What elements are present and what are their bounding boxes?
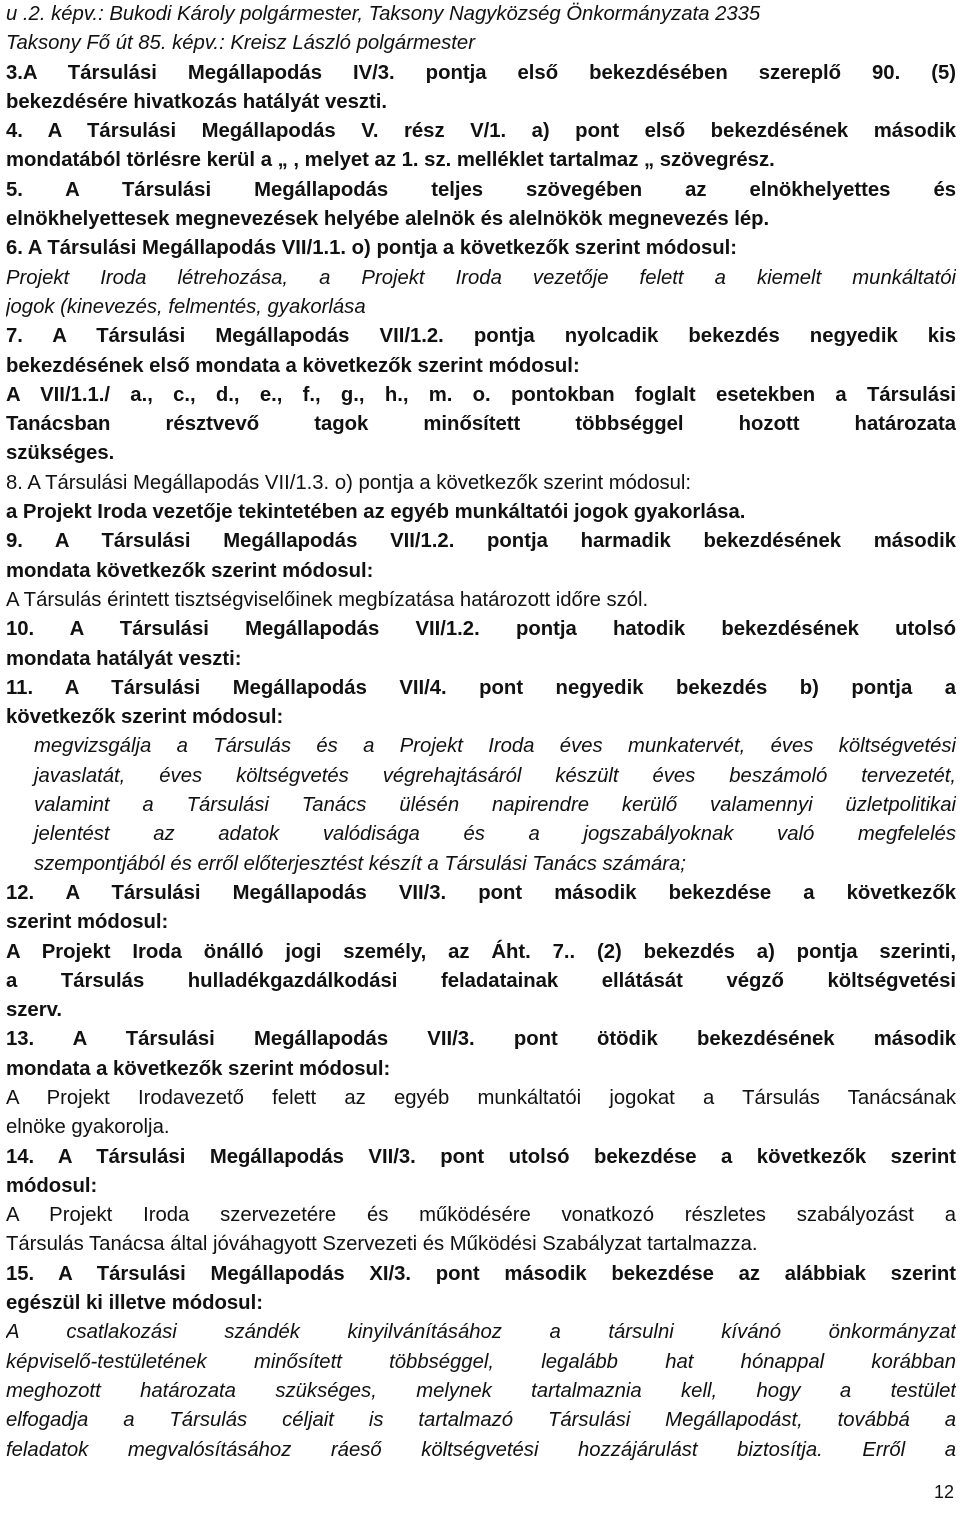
text-line: feladatok megvalósításához ráeső költségvetési hozzájárulást biztosítja. Erről a bbox=[6, 1438, 956, 1461]
text-line: mondata a következők szerint módosul: bbox=[6, 1057, 391, 1080]
text-line: elfogadja a Társulás céljait is tartalmazó Társulási Megállapodást, továbbá a bbox=[6, 1409, 956, 1432]
text-line: képviselő-testületének minősített többséggel, legalább hat hónappal korábban bbox=[6, 1350, 956, 1373]
text-line: jelentést az adatok valódisága és a jogszabályoknak való megfelelés bbox=[34, 823, 956, 846]
text-line: elnökhelyettesek megnevezések helyébe alelnök és alelnökök megnevezés lép. bbox=[6, 208, 770, 231]
text-line: 13. A Társulási Megállapodás VII/3. pont ötödik bekezdésének második bbox=[6, 1028, 956, 1051]
text-line: 11. A Társulási Megállapodás VII/4. pont negyedik bekezdés b) pontja a bbox=[6, 676, 956, 699]
document-page bbox=[6, 0, 956, 1465]
text-line: szerint módosul: bbox=[6, 911, 169, 934]
text-line: valamint a Társulási Tanács ülésén napirendre kerülő valamennyi üzletpolitikai bbox=[34, 794, 956, 817]
text-line: A Társulás érintett tisztségviselőinek megbízatása határozott időre szól. bbox=[6, 588, 649, 611]
text-line: mondata hatályát veszti: bbox=[6, 647, 242, 670]
text-line: A csatlakozási szándék kinyilvánításához a társulni kívánó önkormányzat bbox=[6, 1321, 956, 1344]
text-line: 6. A Társulási Megállapodás VII/1.1. o) pontja a következők szerint módosul: bbox=[6, 237, 738, 260]
text-line: 14. A Társulási Megállapodás VII/3. pont utolsó bekezdése a következők szerint bbox=[6, 1145, 956, 1168]
text-line: Tanácsban résztvevő tagok minősített többséggel hozott határozata bbox=[6, 413, 956, 436]
text-line: 4. A Társulási Megállapodás V. rész V/1. a) pont első bekezdésének második bbox=[6, 120, 956, 143]
text-line: u .2. képv.: Bukodi Károly polgármester, Taksony Nagyközség Önkormányzata 2335 bbox=[6, 3, 761, 25]
text-line: bekezdésének első mondata a következők szerint módosul: bbox=[6, 354, 580, 377]
text-line: Taksony Fő út 85. képv.: Kreisz László polgármester bbox=[6, 32, 475, 55]
text-line: bekezdésére hivatkozás hatályát veszti. bbox=[6, 90, 388, 113]
text-line: jogok (kinevezés, felmentés, gyakorlása bbox=[6, 295, 366, 318]
text-line: A VII/1.1./ a., c., d., e., f., g., h., m. o. pontokban foglalt esetekben a Társulási bbox=[6, 383, 956, 406]
text-line: meghozott határozata szükséges, melynek tartalmaznia kell, hogy a testület bbox=[6, 1379, 956, 1402]
text-line: elnöke gyakorolja. bbox=[6, 1116, 170, 1139]
text-line: 7. A Társulási Megállapodás VII/1.2. pontja nyolcadik bekezdés negyedik kis bbox=[6, 325, 956, 348]
text-line: szükséges. bbox=[6, 442, 115, 465]
text-line: 15. A Társulási Megállapodás XI/3. pont második bekezdése az alábbiak szerint bbox=[6, 1262, 956, 1285]
text-line: mondatából törlésre kerül a „ , melyet az 1. sz. melléklet tartalmaz „ szövegrész. bbox=[6, 149, 775, 172]
text-line: mondata következők szerint módosul: bbox=[6, 559, 374, 582]
text-line: a Projekt Iroda vezetője tekintetében az egyéb munkáltatói jogok gyakorlása. bbox=[6, 501, 746, 524]
text-line: Projekt Iroda létrehozása, a Projekt Iroda vezetője felett a kiemelt munkáltatói bbox=[6, 266, 956, 289]
text-line: Társulás Tanácsa által jóváhagyott Szervezeti és Működési Szabályzat tartalmazza. bbox=[6, 1233, 758, 1256]
text-line: módosul: bbox=[6, 1174, 98, 1197]
text-line: A Projekt Iroda szervezetére és működésére vonatkozó részletes szabályozást a bbox=[6, 1204, 956, 1227]
text-line: A Projekt Irodavezető felett az egyéb munkáltatói jogokat a Társulás Tanácsának bbox=[6, 1086, 956, 1109]
text-line: egészül ki illetve módosul: bbox=[6, 1292, 263, 1315]
text-line: 9. A Társulási Megállapodás VII/1.2. pontja harmadik bekezdésének második bbox=[6, 530, 956, 553]
text-line: 12. A Társulási Megállapodás VII/3. pont második bekezdése a következők bbox=[6, 881, 956, 904]
text-line: 8. A Társulási Megállapodás VII/1.3. o) pontja a következők szerint módosul: bbox=[6, 471, 692, 494]
text-line: megvizsgálja a Társulás és a Projekt Iroda éves munkatervét, éves költségvetési bbox=[34, 735, 956, 758]
text-line: 5. A Társulási Megállapodás teljes szövegében az elnökhelyettes és bbox=[6, 178, 956, 201]
page-number: 12 bbox=[933, 1482, 954, 1502]
text-line: a Társulás hulladékgazdálkodási feladatainak ellátását végző költségvetési bbox=[6, 969, 956, 992]
text-line: 10. A Társulási Megállapodás VII/1.2. pontja hatodik bekezdésének utolsó bbox=[6, 618, 956, 641]
text-line: szerv. bbox=[6, 999, 63, 1022]
text-line: javaslatát, éves költségvetés végrehajtásáról készült éves beszámoló tervezetét, bbox=[34, 764, 956, 787]
text-line: szempontjából és erről előterjesztést készít a Társulási Tanács számára; bbox=[34, 852, 686, 875]
text-line: 3.A Társulási Megállapodás IV/3. pontja első bekezdésében szereplő 90. (5) bbox=[6, 61, 956, 84]
text-line: A Projekt Iroda önálló jogi személy, az Áht. 7.. (2) bekezdés a) pontja szerinti, bbox=[6, 940, 956, 963]
text-line: következők szerint módosul: bbox=[6, 706, 284, 729]
